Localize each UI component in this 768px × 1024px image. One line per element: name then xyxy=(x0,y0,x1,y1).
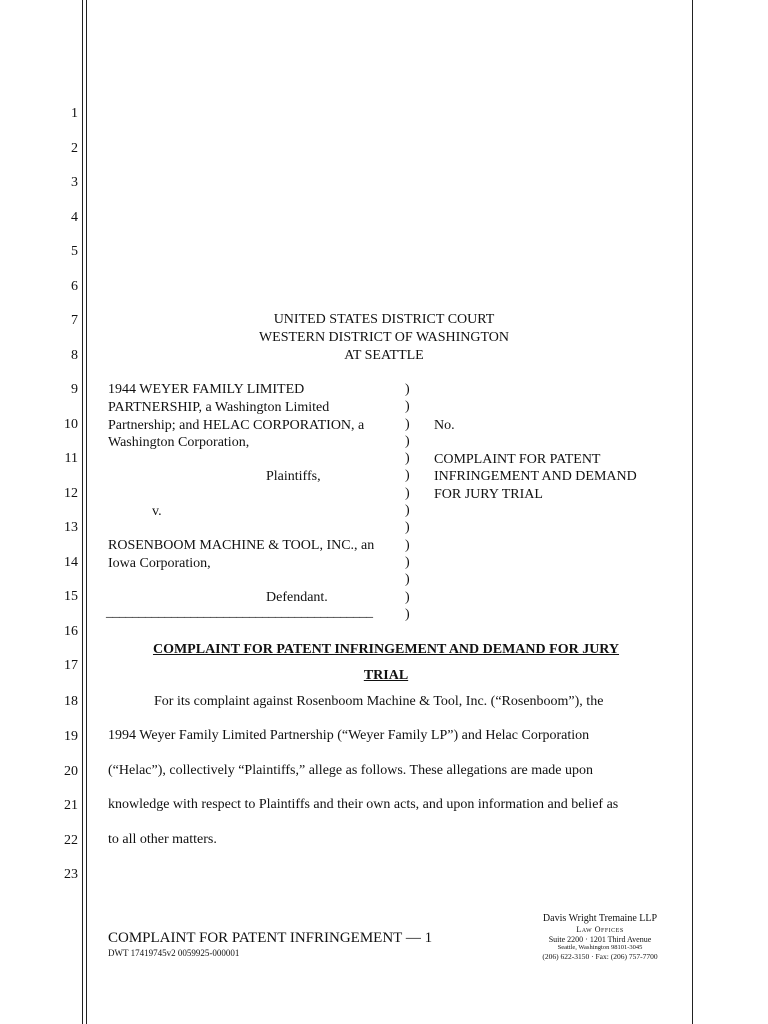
line-number: 2 xyxy=(71,141,78,156)
left-margin-rule-1 xyxy=(82,0,83,1024)
paragraph-line: (“Helac”), collectively “Plaintiffs,” allege as follows. These allegations are made upon xyxy=(108,763,594,778)
firm-address-line1: Suite 2200 · 1201 Third Avenue xyxy=(548,935,652,944)
paragraph-line: For its complaint against Rosenboom Machine & Tool, Inc. (“Rosenboom”), the xyxy=(154,694,604,709)
document-title-line: FOR JURY TRIAL xyxy=(434,487,543,502)
line-number: 21 xyxy=(64,798,78,813)
paragraph-line: knowledge with respect to Plaintiffs and their own acts, and upon information and belief as xyxy=(108,797,619,812)
plaintiff-line: Partnership; and HELAC CORPORATION, a xyxy=(108,418,365,433)
paragraph-line: to all other matters. xyxy=(108,832,217,847)
paren: ) xyxy=(405,572,410,588)
line-number: 14 xyxy=(64,555,78,570)
paren: ) xyxy=(405,606,410,622)
line-number: 15 xyxy=(64,589,78,604)
paren: ) xyxy=(405,468,410,484)
paren: ) xyxy=(405,382,410,397)
defendant-line: Iowa Corporation, xyxy=(108,556,211,571)
line-number: 23 xyxy=(64,867,78,882)
firm-phone-fax: (206) 622-3150 · Fax: (206) 757-7700 xyxy=(542,952,658,961)
right-margin-rule xyxy=(692,0,693,1024)
complaint-heading-line1: COMPLAINT FOR PATENT INFRINGEMENT AND DEMAND FOR JURY xyxy=(152,642,620,657)
document-title-line: INFRINGEMENT AND DEMAND xyxy=(434,469,637,484)
paren: ) xyxy=(405,503,410,519)
case-number-label: No. xyxy=(434,418,455,433)
line-number: 4 xyxy=(71,210,78,225)
caption-parentheses xyxy=(405,381,419,623)
line-number: 3 xyxy=(71,175,78,190)
court-district: WESTERN DISTRICT OF WASHINGTON xyxy=(258,330,510,345)
document-title-line: COMPLAINT FOR PATENT xyxy=(434,452,601,467)
paren: ) xyxy=(405,433,410,449)
plaintiffs-label: Plaintiffs, xyxy=(266,469,321,484)
paren: ) xyxy=(405,589,410,605)
court-name: UNITED STATES DISTRICT COURT xyxy=(273,312,495,327)
paren: ) xyxy=(405,399,410,415)
paren: ) xyxy=(405,451,410,467)
firm-name: Davis Wright Tremaine LLP xyxy=(542,913,658,924)
line-number: 22 xyxy=(64,833,78,848)
defendant-label: Defendant. xyxy=(266,590,328,605)
paren: ) xyxy=(405,537,410,553)
paren: ) xyxy=(405,485,410,501)
line-number: 7 xyxy=(71,313,78,328)
line-number: 17 xyxy=(64,658,78,673)
line-number: 5 xyxy=(71,244,78,259)
versus-label: v. xyxy=(152,504,162,519)
complaint-heading-line2: TRIAL xyxy=(363,668,409,683)
line-number: 8 xyxy=(71,348,78,363)
line-number: 13 xyxy=(64,520,78,535)
line-number: 16 xyxy=(64,624,78,639)
paren: ) xyxy=(405,554,410,570)
paragraph-line: 1994 Weyer Family Limited Partnership (“Weyer Family LP”) and Helac Corporation xyxy=(108,728,590,743)
line-number: 19 xyxy=(64,729,78,744)
line-number: 12 xyxy=(64,486,78,501)
paren: ) xyxy=(405,520,410,536)
firm-address-line2: Seattle, Washington 98101-3045 xyxy=(557,944,643,951)
plaintiff-line: 1944 WEYER FAMILY LIMITED xyxy=(108,382,305,397)
footer-document-id: DWT 17419745v2 0059925-000001 xyxy=(108,948,240,958)
line-number: 6 xyxy=(71,279,78,294)
plaintiff-line: Washington Corporation, xyxy=(108,435,250,450)
line-number: 20 xyxy=(64,764,78,779)
line-number: 11 xyxy=(64,451,78,466)
footer-document-title: COMPLAINT FOR PATENT INFRINGEMENT — 1 xyxy=(108,930,433,946)
line-number: 9 xyxy=(71,382,78,397)
line-number: 1 xyxy=(71,106,78,121)
line-number: 10 xyxy=(64,417,78,432)
defendant-line: ROSENBOOM MACHINE & TOOL, INC., an xyxy=(108,538,375,553)
firm-subtitle: Law Offices xyxy=(576,925,624,934)
plaintiff-line: PARTNERSHIP, a Washington Limited xyxy=(108,400,330,415)
caption-underline: _________________________________________ xyxy=(106,605,373,620)
paren: ) xyxy=(405,416,410,432)
line-number: 18 xyxy=(64,694,78,709)
court-location: AT SEATTLE xyxy=(344,348,424,363)
left-margin-rule-2 xyxy=(86,0,87,1024)
